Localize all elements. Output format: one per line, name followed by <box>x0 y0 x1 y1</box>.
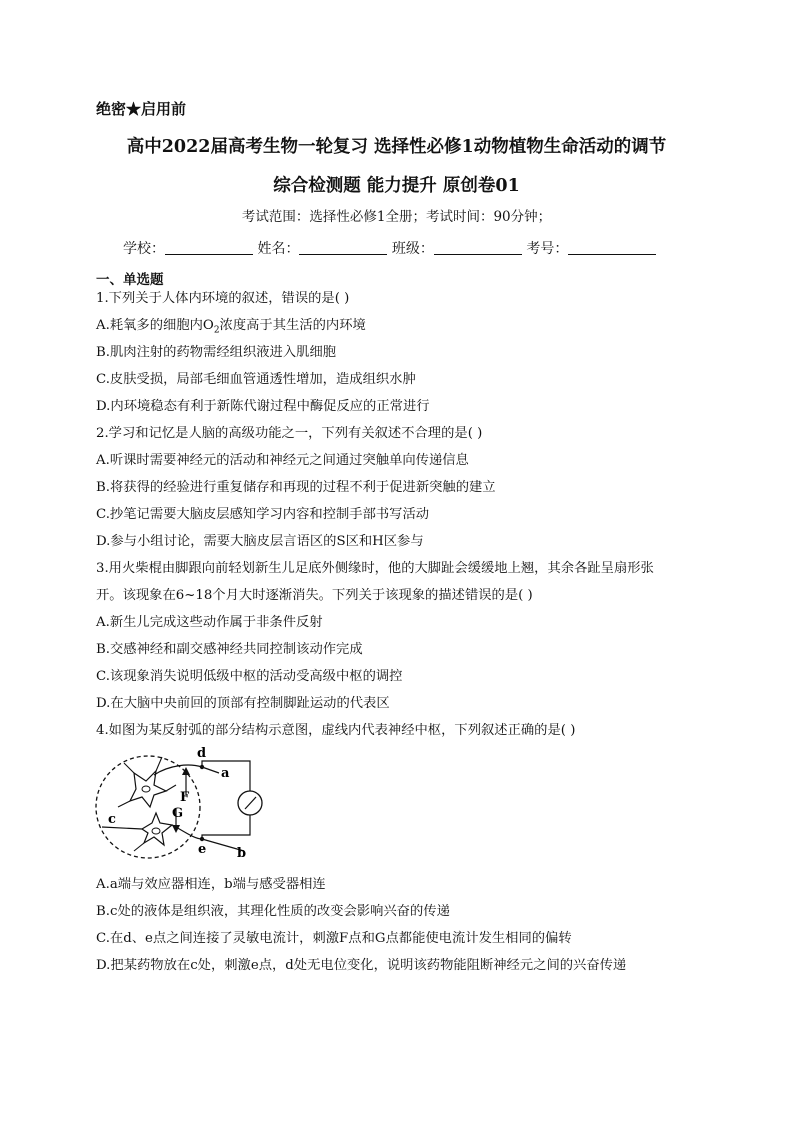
q1-option-c: C.皮肤受损，局部毛细血管通透性增加，造成组织水肿 <box>96 372 416 387</box>
exam-title-line2: 综合检测题 能力提升 原创卷01 <box>273 176 520 196</box>
q3-stem-line1: 3.用火柴棍由脚跟向前轻划新生儿足底外侧缘时，他的大脚趾会缓缓地上翘，其余各趾呈扇形张 <box>96 561 654 576</box>
upper-neuron-nucleus <box>142 786 150 792</box>
label-a: a <box>221 766 230 781</box>
confidential-mark: 绝密★启用前 <box>96 100 187 118</box>
exam-info: 考试范围：选择性必修1全册；考试时间：90分钟； <box>241 209 552 225</box>
label-e: e <box>198 842 207 857</box>
number-blank[interactable] <box>568 240 656 255</box>
lower-neuron <box>142 813 172 845</box>
f-arrow-head <box>182 767 190 775</box>
section-title: 一、单选题 <box>96 272 164 288</box>
q1-option-a-text2: 浓度高于其生活的内环境 <box>219 318 366 333</box>
q2-option-a: A.听课时需要神经元的活动和神经元之间通过突触单向传递信息 <box>96 453 469 468</box>
class-blank[interactable] <box>434 240 522 255</box>
q3-option-a: A.新生儿完成这些动作属于非条件反射 <box>96 615 323 630</box>
number-label: 考号： <box>526 241 569 257</box>
meter-wire-bottom <box>202 815 250 839</box>
label-G: G <box>172 806 184 821</box>
q4-option-b: B.c处的液体是组织液，其理化性质的改变会影响兴奋的传递 <box>96 904 450 919</box>
q4-option-c: C.在d、e点之间连接了灵敏电流计，刺激F点和G点都能使电流计发生相同的偏转 <box>96 931 572 946</box>
name-blank[interactable] <box>299 240 387 255</box>
exam-title-line1: 高中2022届高考生物一轮复习 选择性必修1动物植物生命活动的调节 <box>126 137 667 157</box>
input-fiber-c <box>102 827 142 829</box>
q1-option-a-text: A.耗氧多的细胞内O <box>96 318 214 333</box>
label-c: c <box>108 812 116 827</box>
q1-option-a-sub: 2 <box>213 325 220 336</box>
school-blank[interactable] <box>165 240 253 255</box>
q2-option-d: D.参与小组讨论，需要大脑皮层言语区的S区和H区参与 <box>96 534 424 549</box>
name-label: 姓名： <box>257 241 300 257</box>
q4-option-d: D.把某药物放在c处，刺激e点，d处无电位变化，说明该药物能阻断神经元之间的兴奋传递 <box>96 958 627 973</box>
label-d: d <box>197 746 207 761</box>
q2-option-c: C.抄笔记需要大脑皮层感知学习内容和控制手部书写活动 <box>96 507 430 522</box>
q3-option-c: C.该现象消失说明低级中枢的活动受高级中枢的调控 <box>96 669 403 684</box>
reflex-arc-diagram <box>94 743 264 863</box>
q1-option-d: D.内环境稳态有利于新陈代谢过程中酶促反应的正常进行 <box>96 399 430 414</box>
q2-option-b: B.将获得的经验进行重复储存和再现的过程不利于促进新突触的建立 <box>96 480 496 495</box>
upper-neuron <box>130 771 166 807</box>
fiber-a <box>202 767 219 773</box>
class-label: 班级： <box>391 241 434 257</box>
q1-option-a <box>96 314 366 336</box>
upper-axon <box>154 765 202 775</box>
label-b: b <box>237 846 247 861</box>
label-F: F <box>180 790 190 805</box>
q1-stem: 1.下列关于人体内环境的叙述，错误的是( ) <box>96 291 350 306</box>
school-label: 学校： <box>123 241 165 257</box>
q3-option-d: D.在大脑中央前回的顶部有控制脚趾运动的代表区 <box>96 696 390 711</box>
q4-option-a: A.a端与效应器相连，b端与感受器相连 <box>96 877 326 892</box>
student-info-fields <box>123 238 656 258</box>
q2-stem: 2.学习和记忆是人脑的高级功能之一，下列有关叙述不合理的是( ) <box>96 426 483 441</box>
q1-option-b: B.肌肉注射的药物需经组织液进入肌细胞 <box>96 345 337 360</box>
q3-option-b: B.交感神经和副交感神经共同控制该动作完成 <box>96 642 363 657</box>
q4-stem: 4.如图为某反射弧的部分结构示意图，虚线内代表神经中枢，下列叙述正确的是( ) <box>96 723 576 738</box>
q3-stem-line2: 开。该现象在6~18个月大时逐渐消失。下列关于该现象的描述错误的是( ) <box>96 588 533 603</box>
lower-neuron-nucleus <box>152 828 160 834</box>
